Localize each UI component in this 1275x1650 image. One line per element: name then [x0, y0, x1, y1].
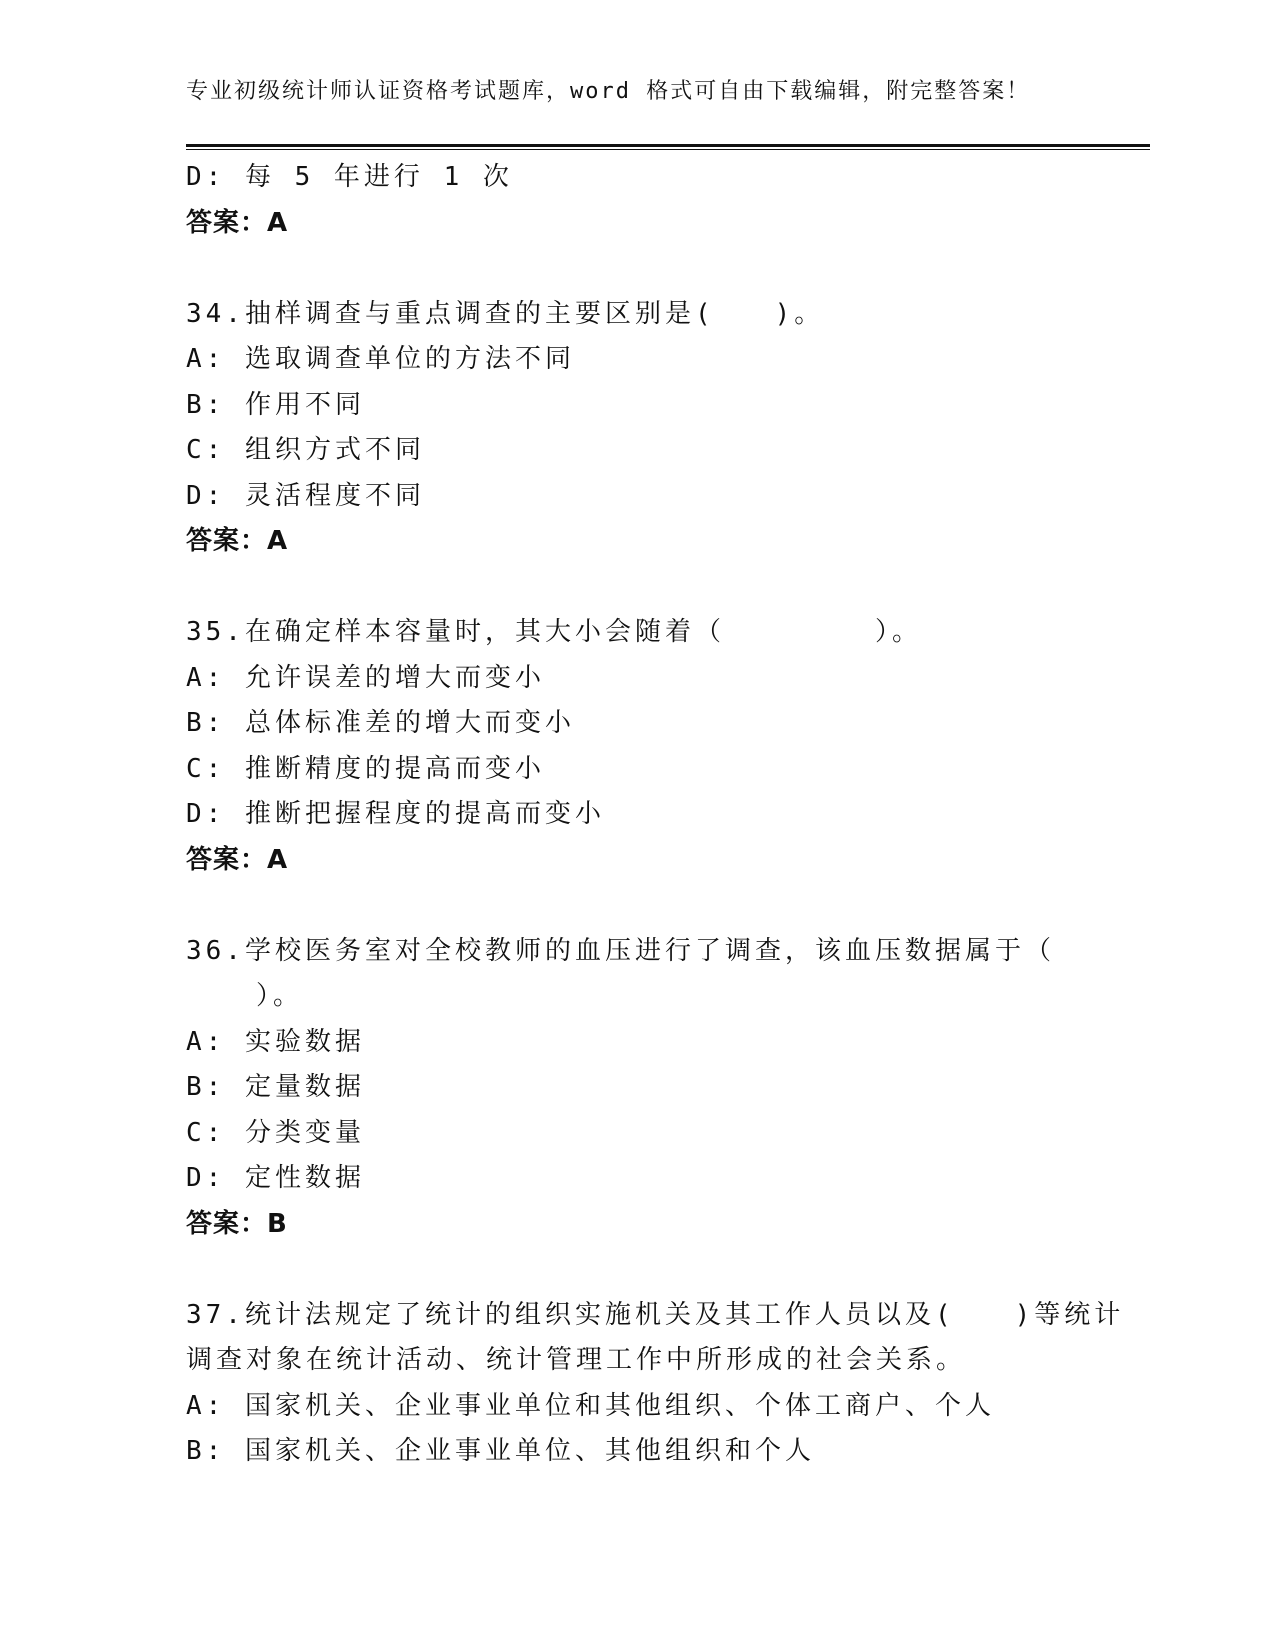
page-header: 专业初级统计师认证资格考试题库，word 格式可自由下载编辑，附完整答案！: [186, 79, 1031, 104]
answer: 答案：A: [186, 526, 289, 556]
option-b: B: 定量数据: [186, 1072, 365, 1102]
prev-answer: 答案：A: [186, 207, 289, 238]
spacer: [186, 1247, 1086, 1293]
question-stem: 35.在确定样本容量时，其大小会随着（ ）。: [186, 617, 922, 647]
question-stem-line-1: 37.统计法规定了统计的组织实施机关及其工作人员以及( )等统计: [186, 1299, 1125, 1330]
question-34: [186, 292, 1086, 565]
option-d: D: 灵活程度不同: [186, 480, 425, 511]
answer: 答案：A: [186, 844, 289, 875]
option-a: A: 国家机关、企业事业单位和其他组织、个体工商户、个人: [186, 1390, 995, 1421]
option-b: B: 作用不同: [186, 389, 365, 420]
option-a: A: 允许误差的增大而变小: [186, 662, 545, 693]
header-divider: [186, 144, 1150, 150]
question-stem: 34.抽样调查与重点调查的主要区别是( )。: [186, 298, 825, 329]
option-c: C: 推断精度的提高而变小: [186, 753, 545, 784]
spacer: [186, 246, 1086, 292]
spacer: [186, 565, 1086, 611]
question-36: [186, 929, 1086, 1248]
option-b: B: 总体标准差的增大而变小: [186, 708, 575, 738]
prev-option-d: D: 每 5 年进行 1 次: [186, 162, 513, 192]
answer: 答案：B: [186, 1208, 288, 1239]
question-stem-line-1: 36.学校医务室对全校教师的血压进行了调查，该血压数据属于（: [186, 935, 1055, 966]
option-d: D: 推断把握程度的提高而变小: [186, 799, 605, 829]
question-37: [186, 1293, 1125, 1475]
question-content: [186, 155, 1125, 1475]
option-c: C: 分类变量: [186, 1117, 365, 1148]
option-d: D: 定性数据: [186, 1163, 365, 1193]
option-a: A: 实验数据: [186, 1026, 365, 1057]
option-b: B: 国家机关、企业事业单位、其他组织和个人: [186, 1436, 815, 1466]
option-c: C: 组织方式不同: [186, 435, 425, 465]
question-stem-line-2: 调查对象在统计活动、统计管理工作中所形成的社会关系。: [186, 1345, 967, 1375]
spacer: [186, 883, 1086, 929]
question-stem-line-2: ）。: [256, 981, 304, 1011]
question-35: [186, 610, 1086, 883]
option-a: A: 选取调查单位的方法不同: [186, 344, 575, 374]
